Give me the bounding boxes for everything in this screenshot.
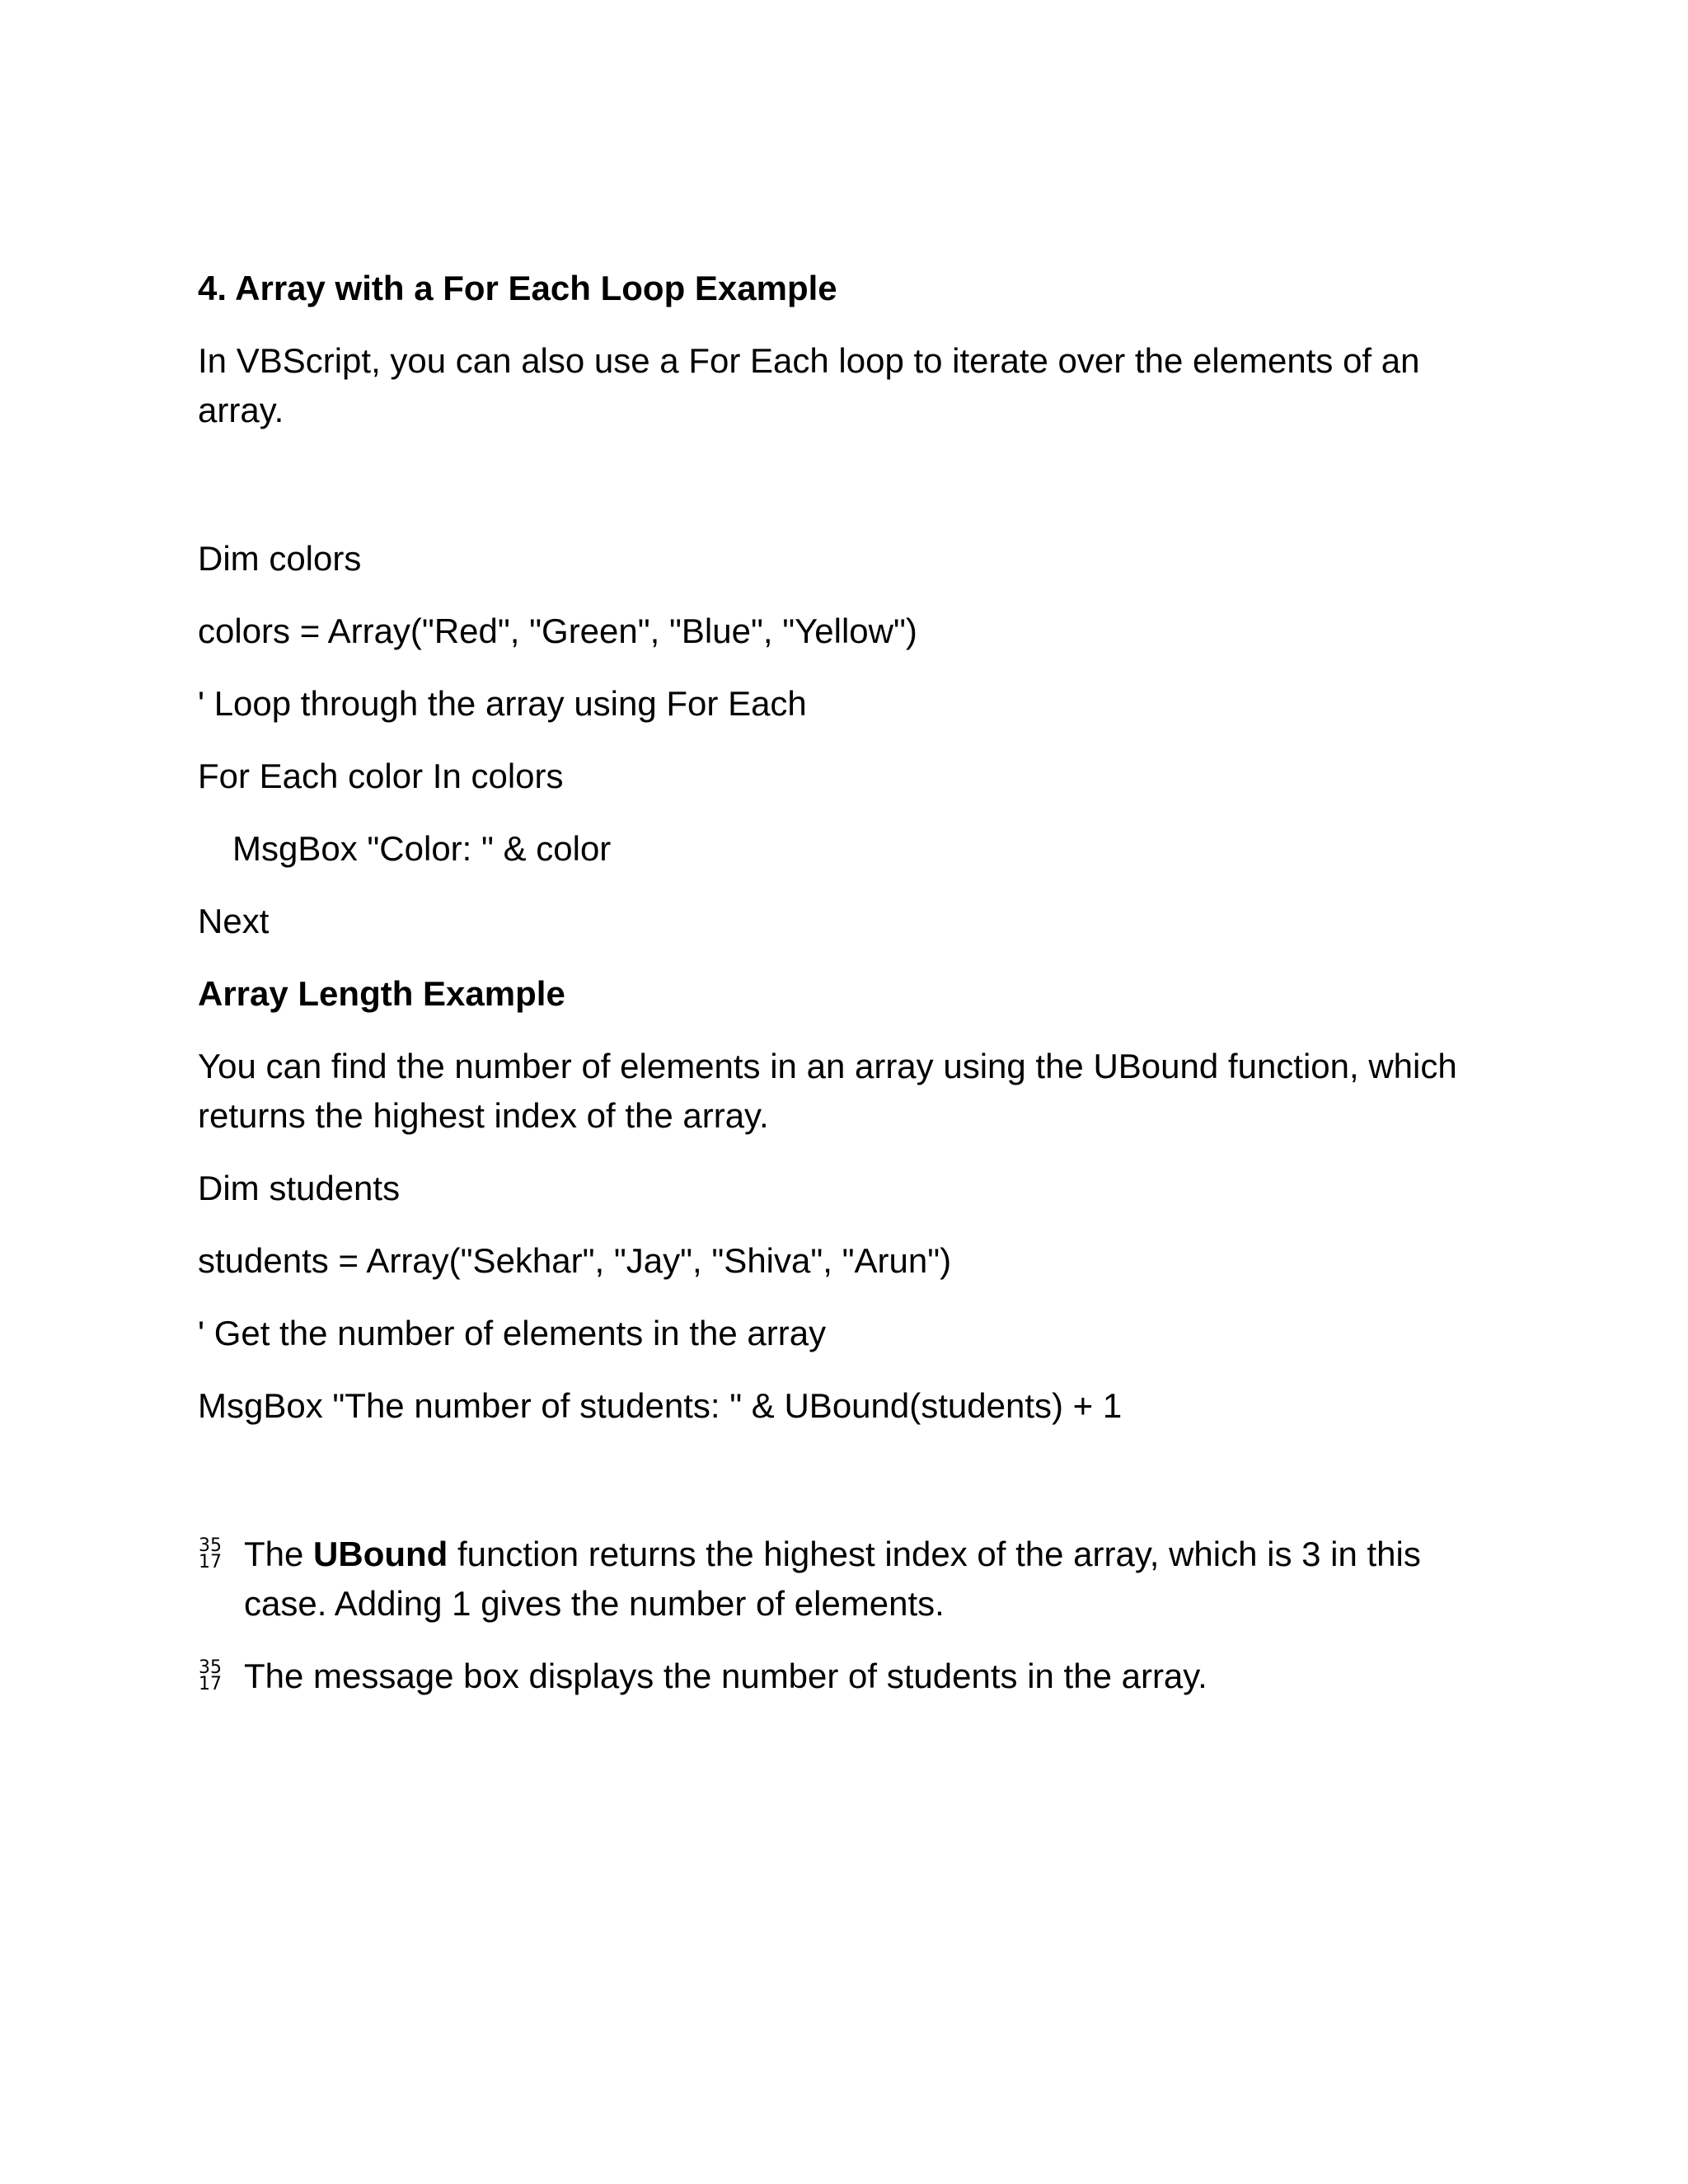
badge-bottom-digits: 17 — [199, 1674, 222, 1694]
code-line: MsgBox "The number of students: " & UBound(students) + 1 — [198, 1386, 1123, 1425]
code-line: colors = Array("Red", "Green", "Blue", "Yellow") — [198, 612, 917, 650]
note-text — [244, 1530, 1500, 1629]
code-line: Next — [198, 902, 270, 940]
intro-paragraph: In VBScript, you can also use a For Each loop to iterate over the elements of an array. — [198, 341, 1430, 429]
subsection-heading: Array Length Example — [198, 974, 565, 1013]
note-item — [198, 1530, 1500, 1629]
badge-top-digits: 35 — [199, 1657, 222, 1678]
length-paragraph: You can find the number of elements in an array using the UBound function, which returns the highest index of the array. — [198, 1047, 1467, 1135]
code-comment-line: ' Get the number of elements in the array — [198, 1314, 827, 1352]
note-text-prefix: The — [244, 1535, 314, 1573]
code-line: For Each color In colors — [198, 757, 564, 795]
section-heading: 4. Array with a For Each Loop Example — [198, 269, 837, 307]
code-comment-line: ' Loop through the array using For Each — [198, 684, 807, 723]
code-block-colors — [198, 534, 1500, 946]
note-text: The message box displays the number of students in the array. — [244, 1657, 1207, 1695]
code-line-indented: MsgBox "Color: " & color — [232, 829, 612, 868]
numeric-badge-icon — [198, 1535, 223, 1572]
note-text-suffix: function returns the highest index of the array, which is 3 in this case. Adding 1 gives the number of elements. — [244, 1535, 1431, 1623]
note-text-bold: UBound — [313, 1535, 448, 1573]
code-line: Dim colors — [198, 539, 362, 578]
note-item — [198, 1652, 1500, 1701]
document-page — [198, 264, 1500, 1724]
badge-top-digits: 35 — [199, 1535, 222, 1556]
notes-list — [198, 1530, 1500, 1701]
badge-bottom-digits: 17 — [199, 1552, 222, 1572]
numeric-badge-icon — [198, 1657, 223, 1694]
code-line: Dim students — [198, 1169, 401, 1207]
code-block-students — [198, 1164, 1500, 1431]
code-line: students = Array("Sekhar", "Jay", "Shiva", "Arun") — [198, 1241, 952, 1280]
